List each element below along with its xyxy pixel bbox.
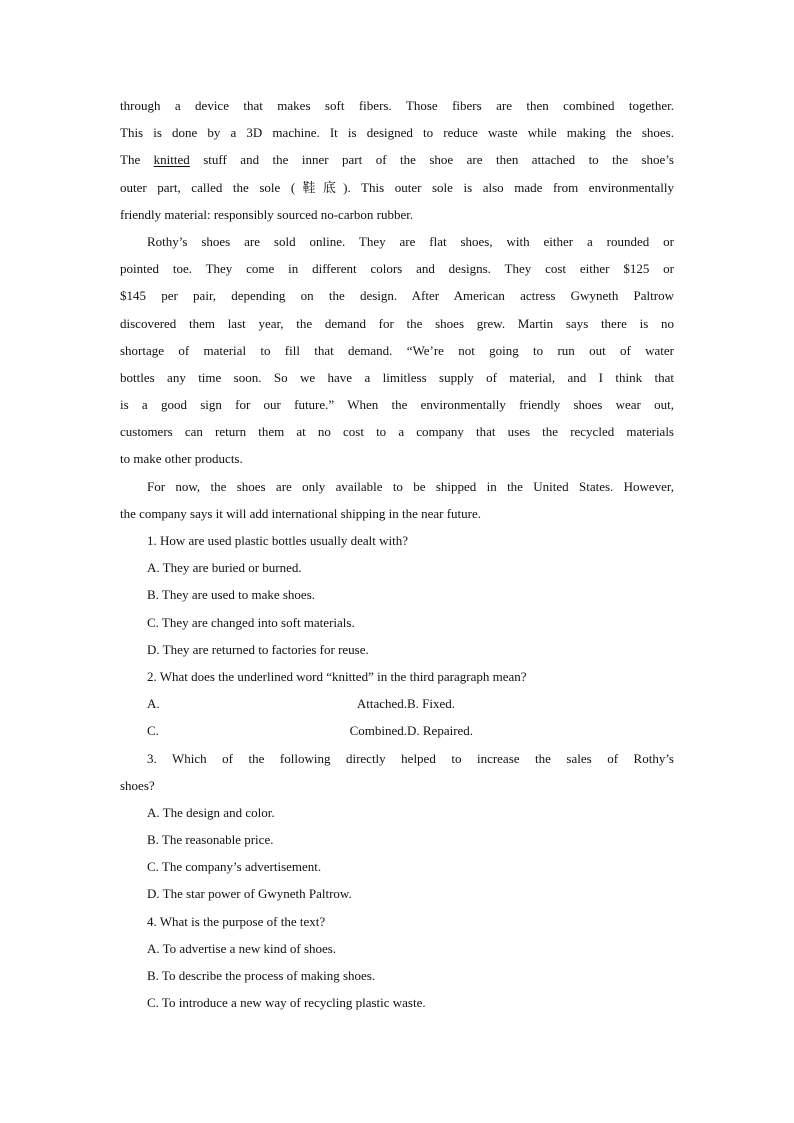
question-2-options-row (120, 717, 674, 744)
question-1-option-a: A. They are buried or burned. (147, 560, 302, 576)
question-4-option-b: B. To describe the process of making shoes. (147, 968, 376, 983)
question-1-option-b: B. They are used to make shoes. (147, 587, 315, 603)
passage-line: customers can return them at no cost to a company that uses the recycled materials (120, 424, 674, 440)
question-1-option-c: C. They are changed into soft materials. (147, 614, 355, 630)
passage-line: discovered them last year, the demand for the shoes grew. Martin says there is no (120, 315, 674, 331)
passage-line: Rothy’s shoes are sold online. They are flat shoes, with either a rounded or (147, 233, 674, 249)
question-4-stem: 4. What is the purpose of the text? (147, 913, 326, 929)
reading-passage (120, 92, 674, 1016)
question-4-option-c: C. To introduce a new way of recycling plastic waste. (147, 995, 426, 1011)
question-2-option-c: C. Combined. (147, 723, 407, 739)
question-3-option-b: B. The reasonable price. (147, 832, 274, 848)
passage-line: to make other products. (120, 451, 243, 467)
text-segment: The (120, 152, 154, 168)
question-2-options-row (120, 690, 674, 717)
question-1-option-d: D. They are returned to factories for reuse. (147, 641, 369, 657)
passage-line: This is done by a 3D machine. It is designed to reduce waste while making the shoes. (120, 125, 674, 141)
passage-line: is a good sign for our future.” When the environmentally friendly shoes wear out, (120, 397, 674, 413)
question-2-stem: 2. What does the underlined word “knitted” in the third paragraph mean? (147, 668, 527, 684)
question-3-stem-continued: shoes? (120, 777, 155, 793)
question-1-stem: 1. How are used plastic bottles usually dealt with? (147, 533, 409, 548)
passage-line: pointed toe. They come in different colors and designs. They cost either $125 or (120, 261, 674, 277)
passage-line: For now, the shoes are only available to be shipped in the United States. However, (147, 478, 674, 494)
passage-line: outer part, called the sole (鞋底). This outer sole is also made from environmentally (120, 179, 674, 195)
text-segment: stuff and the inner part of the shoe are then attached to the shoe’s (189, 152, 674, 168)
question-3-option-d: D. The star power of Gwyneth Paltrow. (147, 886, 352, 902)
question-3-option-c: C. The company’s advertisement. (147, 859, 322, 875)
question-3-stem: 3. Which of the following directly helped to increase the sales of Rothy’s (147, 750, 674, 766)
question-3-option-a: A. The design and color. (147, 804, 275, 820)
passage-line: bottles any time soon. So we have a limitless supply of material, and I think that (120, 369, 674, 385)
passage-line: $145 per pair, depending on the design. After American actress Gwyneth Paltrow (120, 288, 674, 304)
passage-line: friendly material: responsibly sourced no-carbon rubber. (120, 206, 414, 222)
passage-line (120, 146, 674, 173)
underlined-word-knitted: knitted (153, 152, 190, 168)
question-2-option-b: B. Fixed. (407, 696, 456, 712)
passage-line: the company says it will add international shipping in the near future. (120, 505, 482, 521)
question-2-option-d: D. Repaired. (407, 723, 474, 739)
question-4-option-a: A. To advertise a new kind of shoes. (147, 940, 337, 956)
question-2-option-a: A. Attached. (147, 696, 407, 712)
passage-line: through a device that makes soft fibers. Those fibers are then combined together. (120, 98, 674, 113)
passage-line: shortage of material to fill that demand. “We’re not going to run out of water (120, 342, 674, 358)
